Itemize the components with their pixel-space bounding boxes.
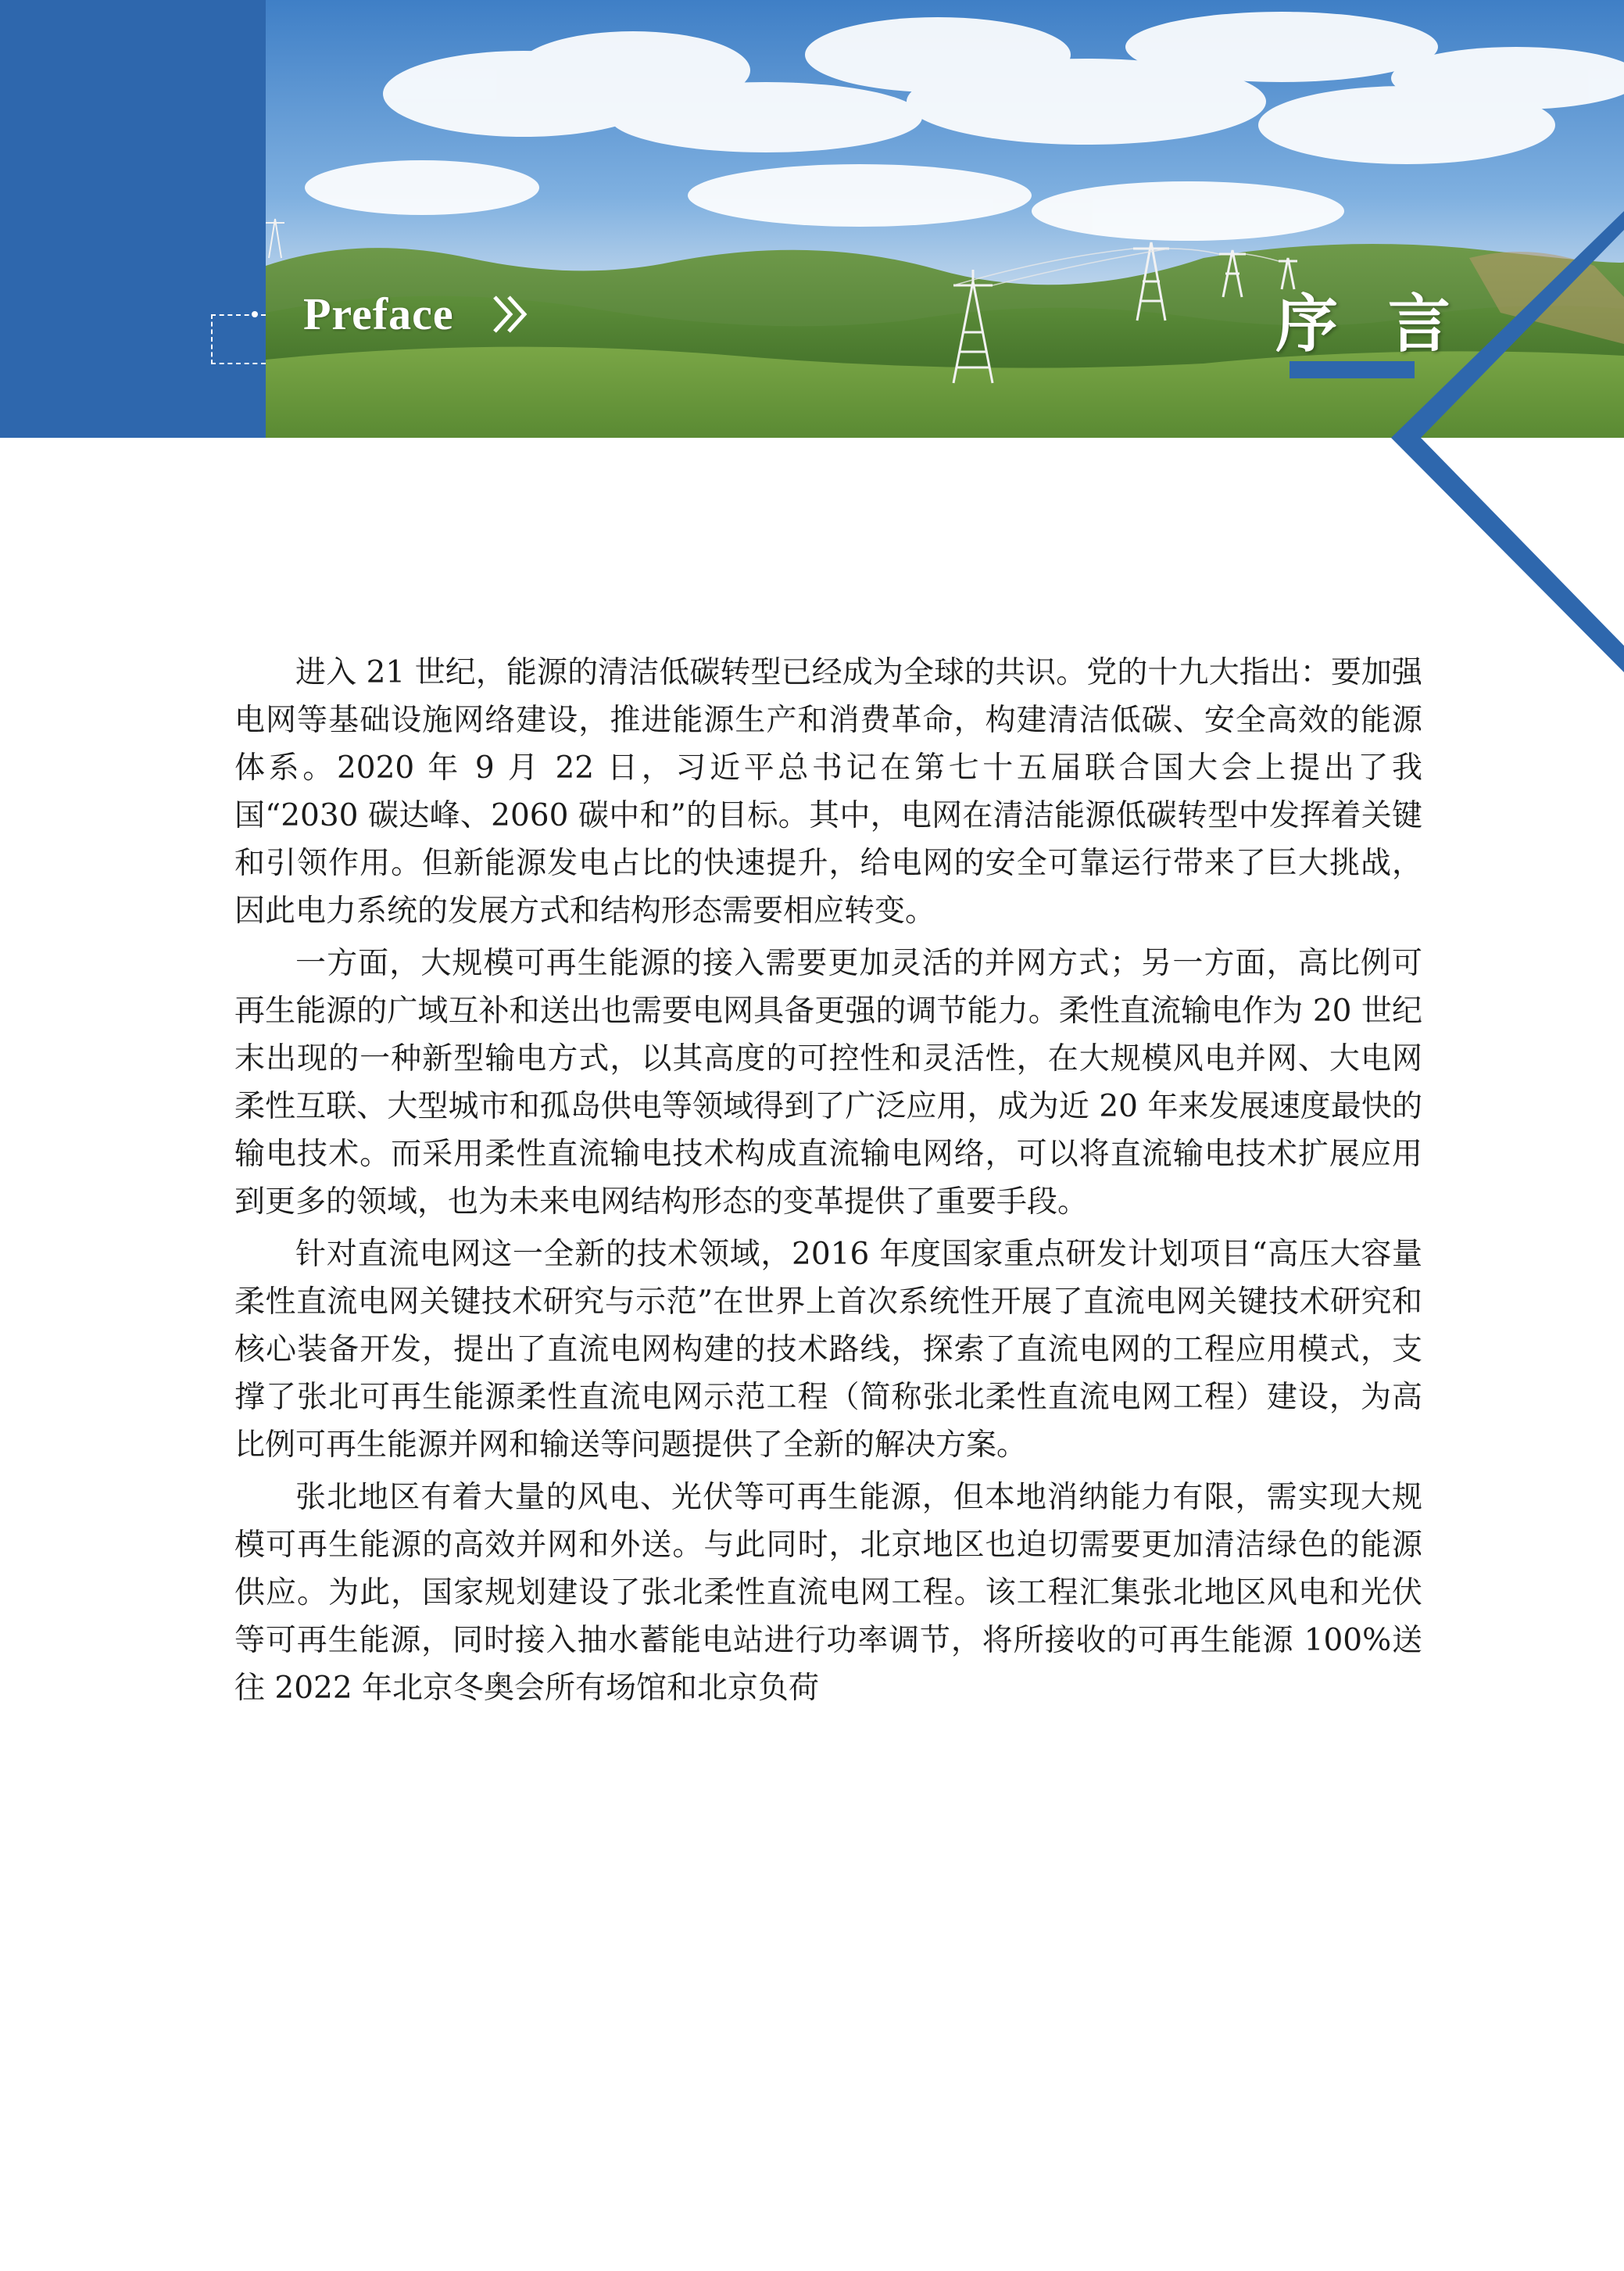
dotted-frame-decoration bbox=[211, 314, 266, 364]
paragraph-4: 张北地区有着大量的风电、光伏等可再生能源，但本地消纳能力有限，需实现大规模可再生能源的高效并网和外送。与此同时，北京地区也迫切需要更加清洁绿色的能源供应。为此，国家规划建设了张北柔性直流电网工程。该工程汇集张北地区风电和光伏等可再生能源，同时接入抽水蓄能电站进行功率调节，将所接收的可再生能源 100%送往 2022 年北京冬奥会所有场馆和北京负荷 bbox=[234, 1480, 1422, 1706]
corner-chevron-decoration bbox=[1391, 211, 1624, 675]
paragraph-1: 进入 21 世纪，能源的清洁低碳转型已经成为全球的共识。党的十九大指出：要加强电网等基础设施网络建设，推进能源生产和消费革命，构建清洁低碳、安全高效的能源体系。2020 年 9 月 22 日，习近平总书记在第七十五届联合国大会上提出了我国“2030 碳达峰、2060 碳中和”的目标。其中，电网在清洁能源低碳转型中发挥着关键和引领作用。但新能源发电占比的快速提升，给电网的安全可靠运行带来了巨大挑战，因此电力系统的发展方式和结构形态需要相应转变。 bbox=[234, 655, 1422, 929]
preface-label: Preface bbox=[303, 288, 454, 339]
paragraph-2: 一方面，大规模可再生能源的接入需要更加灵活的并网方式；另一方面，高比例可再生能源的广域互补和送出也需要电网具备更强的调节能力。柔性直流输电作为 20 世纪末出现的一种新型输电方式，以其高度的可控性和灵活性，在大规模风电并网、大电网柔性互联、大型城市和孤岛供电等领域得到了广泛应用，成为近 20 年来发展速度最快的输电技术。而采用柔性直流输电技术构成直流输电网络，可以将直流输电技术扩展应用到更多的领域，也为未来电网结构形态的变革提供了重要手段。 bbox=[234, 946, 1422, 1220]
left-blue-bar bbox=[0, 0, 266, 438]
page-title: 序 言 bbox=[1275, 287, 1465, 360]
dot-decoration bbox=[252, 311, 258, 317]
double-chevron-right-icon bbox=[488, 291, 535, 341]
preface-body bbox=[234, 649, 1422, 1717]
paragraph-3: 针对直流电网这一全新的技术领域，2016 年度国家重点研发计划项目“高压大容量柔性直流电网关键技术研究与示范”在世界上首次系统性开展了直流电网关键技术研究和核心装备开发，提出了直流电网构建的技术路线，探索了直流电网的工程应用模式，支撑了张北可再生能源柔性直流电网示范工程（简称张北柔性直流电网工程）建设，为高比例可再生能源并网和输送等问题提供了全新的解决方案。 bbox=[234, 1237, 1422, 1463]
